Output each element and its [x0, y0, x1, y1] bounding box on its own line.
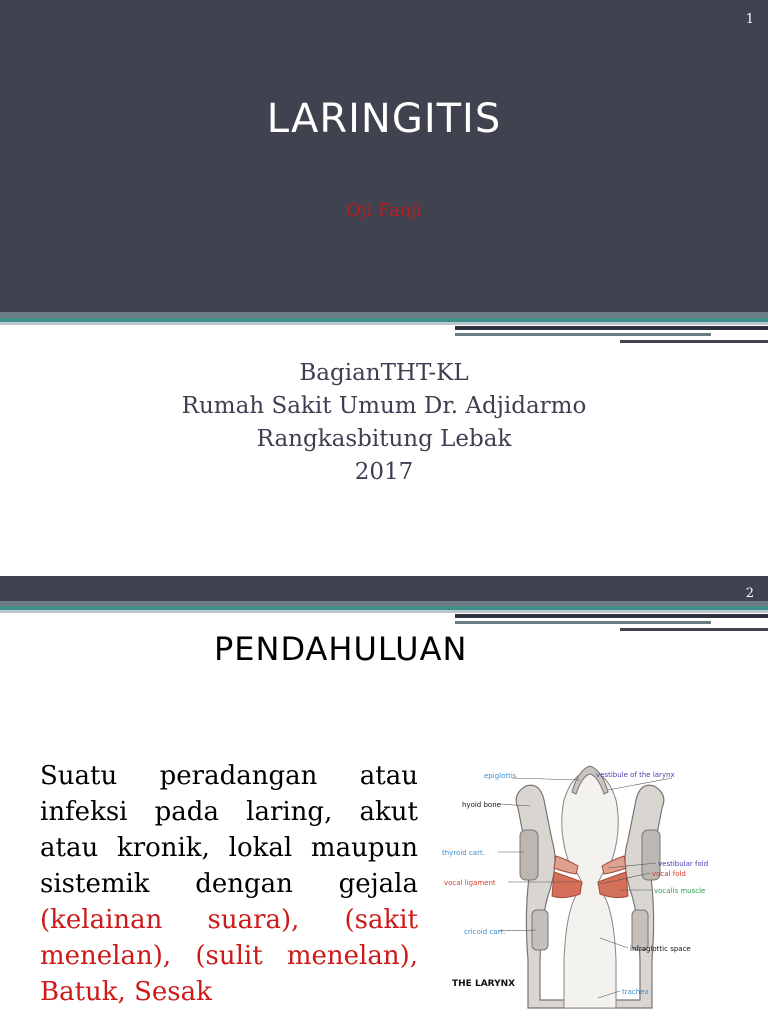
word: suara), — [207, 905, 300, 935]
cricoid-cartilage-right — [632, 910, 648, 950]
divider-stripe — [455, 333, 711, 336]
vocalis-muscle-right — [598, 872, 628, 898]
word: peradangan — [159, 761, 318, 791]
header-stripe — [455, 621, 711, 624]
affiliation-line: 2017 — [354, 459, 414, 485]
paragraph-line-symptoms — [40, 938, 418, 974]
word: atau — [359, 761, 418, 791]
header-stripe — [455, 614, 768, 618]
paragraph-line — [40, 830, 418, 866]
label-cricoid: cricoid cart. — [464, 928, 506, 936]
word: (sulit — [195, 941, 263, 971]
label-vocal-fold: vocal fold — [652, 870, 686, 878]
word: kronik, — [116, 833, 210, 863]
word: menelan), — [286, 941, 418, 971]
label-infraglottic: infraglottic space — [630, 945, 691, 953]
header-bar — [0, 576, 768, 601]
label-vocal-ligament: vocal ligament — [444, 879, 496, 887]
word: (kelainan — [40, 905, 163, 935]
paragraph-line — [40, 794, 418, 830]
word: akut — [359, 797, 418, 827]
affiliation-line: BagianTHT-KL — [299, 360, 469, 386]
divider-stripe — [0, 322, 768, 325]
slide-number: 1 — [745, 12, 754, 27]
larynx-diagram — [440, 760, 740, 1012]
paragraph-line — [40, 758, 418, 794]
affiliation-line: Rumah Sakit Umum Dr. Adjidarmo — [181, 393, 587, 419]
paragraph-line — [40, 866, 418, 902]
intro-paragraph — [40, 758, 418, 1010]
word: dengan — [195, 869, 293, 899]
label-vocalis: vocalis muscle — [654, 887, 706, 895]
slide-title: LARINGITIS — [266, 96, 502, 142]
slide-title: PENDAHULUAN — [214, 630, 468, 668]
word: infeksi — [40, 797, 128, 827]
word: sistemik — [40, 869, 150, 899]
word: atau — [40, 833, 99, 863]
word: gejala — [338, 869, 418, 899]
slide-2 — [0, 576, 768, 1024]
figure-title: THE LARYNX — [452, 979, 516, 989]
slide-number: 2 — [745, 586, 754, 601]
paragraph-line-symptoms — [40, 902, 418, 938]
affiliation-line: Rangkasbitung Lebak — [256, 426, 512, 452]
affiliation-block — [0, 357, 768, 489]
title-banner — [0, 0, 768, 312]
word: lokal — [228, 833, 293, 863]
divider-stripe — [620, 340, 768, 343]
label-thyroid: thyroid cart. — [442, 849, 485, 857]
divider-stripe — [455, 326, 768, 330]
author-name: Oji Faoji — [346, 200, 422, 221]
word: Suatu — [40, 761, 118, 791]
thyroid-cartilage-left — [520, 830, 538, 880]
word: laring, — [246, 797, 333, 827]
label-vestibule: vestibule of the larynx — [596, 771, 675, 779]
word: maupun — [310, 833, 418, 863]
header-stripe — [620, 628, 768, 631]
word: (sakit — [344, 905, 418, 935]
label-epiglottis: epiglottis — [484, 772, 517, 780]
vocalis-muscle-left — [552, 872, 582, 898]
label-trachea: trachea — [622, 988, 649, 996]
word: menelan), — [40, 941, 172, 971]
word: pada — [154, 797, 219, 827]
label-hyoid: hyoid bone — [462, 801, 501, 809]
paragraph-last-line: Batuk, Sesak — [40, 977, 212, 1007]
label-vestibular-fold: vestibular fold — [658, 860, 709, 868]
header-stripe — [0, 610, 768, 613]
